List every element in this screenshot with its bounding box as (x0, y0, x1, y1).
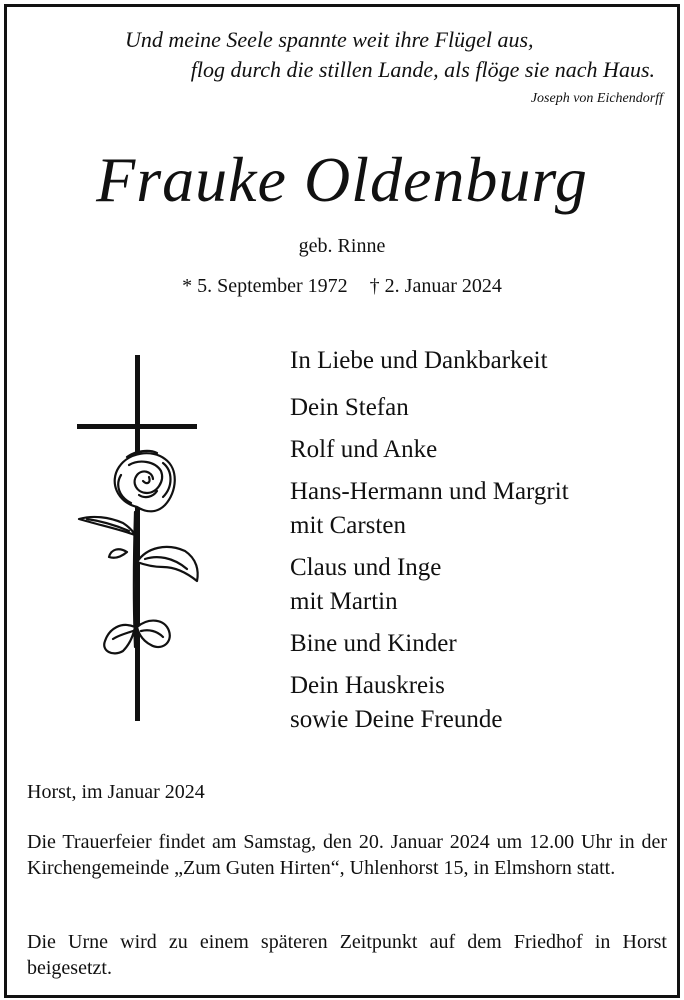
mourner-group (290, 551, 670, 619)
funeral-service-text: Die Trauerfeier findet am Samstag, den 20. Januar 2024 um 12.00 Uhr in der Kirchengemeinde „Zum Guten Hirten“, Uhlenhorst 15, in Elmshorn statt. (27, 831, 667, 879)
mourner-group (290, 669, 670, 737)
cross-icon (77, 355, 197, 721)
mourner-group (290, 475, 670, 543)
mourner-group (290, 433, 670, 467)
obituary-frame (4, 4, 680, 998)
mourner-group (290, 627, 670, 661)
mourner-line: Rolf und Anke (290, 436, 438, 463)
mourner-line: mit Martin (290, 588, 398, 615)
mourner-line: Hans-Hermann und Margrit (290, 478, 569, 505)
mourner-line: Claus und Inge (290, 554, 442, 581)
maiden-name: geb. Rinne (298, 235, 386, 257)
death-date: † 2. Januar 2024 (369, 275, 502, 297)
quote-author: Joseph von Eichendorff (530, 91, 663, 106)
mourner-line: sowie Deine Freunde (290, 706, 503, 733)
mourners-intro: In Liebe und Dankbarkeit (290, 347, 548, 374)
deceased-name: Frauke Oldenburg (96, 144, 588, 215)
birth-date: * 5. September 1972 (182, 275, 348, 297)
urn-burial-text: Die Urne wird zu einem späteren Zeitpunkt auf dem Friedhof in Horst beigesetzt. (27, 931, 667, 979)
mourner-line: Dein Stefan (290, 394, 409, 421)
mourner-line: Bine und Kinder (290, 630, 457, 657)
life-dates (7, 275, 677, 298)
place-date: Horst, im Januar 2024 (27, 781, 205, 803)
mourner-line: mit Carsten (290, 512, 406, 539)
mourners-list (290, 345, 670, 745)
quote-line-1: Und meine Seele spannte weit ihre Flügel aus, (125, 27, 534, 52)
mourner-group (290, 391, 670, 425)
quote-line-2: flog durch die stillen Lande, als flöge sie nach Haus. (190, 57, 655, 82)
cross-and-rose-illustration (57, 347, 227, 727)
mourner-line: Dein Hauskreis (290, 672, 445, 699)
